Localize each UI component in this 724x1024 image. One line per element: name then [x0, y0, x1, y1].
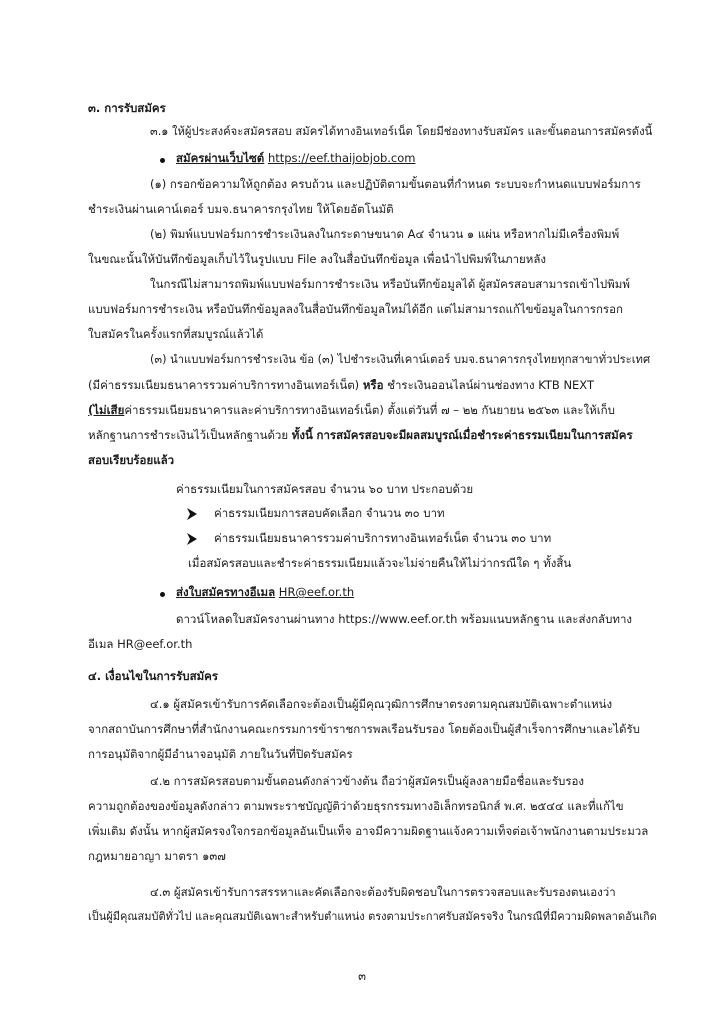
email-signup-address[interactable]: HR@eef.or.th — [278, 585, 355, 599]
para-4-1-line-3: การอนุมัติจากผู้มีอำนาจอนุมัติ ภายในวันที่ปิดรับสมัคร — [88, 747, 353, 761]
step-3-online: ชำระเงินออนไลน์ผ่านช่องทาง KTB NEXT — [387, 378, 595, 392]
para-4-2-line-4: กฎหมายอาญา มาตรา ๑๓๗ — [88, 849, 226, 863]
web-signup-line — [176, 150, 416, 168]
para-4-3-line-2: เป็นผู้มีคุณสมบัติทั่วไป และคุณสมบัติเฉพาะสำหรับตำแหน่ง ตรงตามประกาศรับสมัครจริง ในกรณีที่มีความผิดพลาดอันเกิด — [88, 910, 657, 923]
step-3-or: หรือ — [362, 378, 384, 392]
para-4-3-line-1: ๔.๓ ผู้สมัครเข้ารับการสรรหาและคัดเลือกจะต้องรับผิดชอบในการตรวจสอบและรับรองตนเองว่า — [150, 885, 616, 899]
fee-non-refundable-note: เมื่อสมัครสอบและชำระค่าธรรมเนียมแล้วจะไม่จ่ายคืนให้ไม่ว่ากรณีใด ๆ ทั้งสิ้น — [188, 556, 572, 570]
web-signup-url[interactable]: https://eef.thaijobjob.com — [267, 151, 416, 165]
page-number: ๓ — [358, 969, 366, 983]
step-1-line-2: ชำระเงินผ่านเคาน์เตอร์ บมจ.ธนาคารกรุงไทย ให้โดยอัตโนมัติ — [88, 202, 394, 216]
para-4-1-line-1: ๔.๑ ผู้สมัครเข้ารับการคัดเลือกจะต้องเป็นผู้มีคุณวุฒิการศึกษาตรงตามคุณสมบัติเฉพาะตำแหน่ง — [150, 697, 613, 711]
section-4-heading: ๔. เงื่อนไขในการรับสมัคร — [88, 669, 219, 683]
bullet-email — [160, 592, 165, 597]
note-line-3: ใบสมัครในครั้งแรกที่สมบูรณ์แล้วได้ — [88, 327, 264, 341]
note-line-2: แบบฟอร์มการชำระเงิน หรือบันทึกข้อมูลลงในสื่อบันทึกข้อมูลใหม่ได้อีก แต่ไม่สามารถแก้ไขข้อมูลในการกรอก — [88, 302, 623, 316]
step-3-line-5: สอบเรียบร้อยแล้ว — [88, 453, 175, 467]
step-2-line-2: ในขณะนั้นให้บันทึกข้อมูลเก็บไว้ในรูปแบบ File ลงในสื่อบันทึกข้อมูล เพื่อนำไปพิมพ์ในภายหลัง — [88, 252, 547, 266]
step-3-therefore: ทั้งนี้ — [291, 428, 313, 442]
step-3-line-3 — [88, 402, 615, 420]
para-4-2-line-2: ความถูกต้องของข้อมูลดังกล่าว ตามพระราชบัญญัติว่าด้วยธุรกรรมทางอิเล็กทรอนิกส์ พ.ศ. ๒๕๔๔ และที่แก้ไข — [88, 799, 624, 813]
para-4-2-line-1: ๔.๒ การสมัครสอบตามขั้นตอนดังกล่าวข้างต้น ถือว่าผู้สมัครเป็นผู้ลงลายมือชื่อและรับรอง — [150, 774, 585, 788]
fee-item-2: ค่าธรรมเนียมธนาคารรวมค่าบริการทางอินเทอร์เน็ต จำนวน ๓๐ บาท — [214, 531, 552, 545]
email-signup-line — [176, 584, 354, 602]
step-3-no-fee: (ไม่เสีย — [88, 403, 125, 417]
fee-total: ค่าธรรมเนียมในการสมัครสอบ จำนวน ๖๐ บาท ประกอบด้วย — [176, 482, 474, 496]
arrow-bullet-icon — [186, 507, 198, 521]
fee-item-1: ค่าธรรมเนียมการสอบคัดเลือก จำนวน ๓๐ บาท — [214, 506, 445, 520]
step-2-line-1: (๒) พิมพ์แบบฟอร์มการชำระเงินลงในกระดาษขนาด A๔ จำนวน ๑ แผ่น หรือหากไม่มีเครื่องพิมพ์ — [150, 227, 620, 241]
email-text-line-1: ดาวน์โหลดใบสมัครงานผ่านทาง https://www.eef.or.th พร้อมแนบหลักฐาน และส่งกลับทาง — [176, 612, 633, 626]
step-3-dates: ค่าธรรมเนียมธนาคารและค่าบริการทางอินเทอร์เน็ต) ตั้งแต่วันที่ ๗ – ๒๒ กันยายน ๒๕๖๓ และให้เก็บ — [124, 403, 615, 417]
web-signup-label: สมัครผ่านเว็บไซต์ — [176, 151, 265, 165]
para-4-2-line-3: เพิ่มเติม ดังนั้น หากผู้สมัครจงใจกรอกข้อมูลอันเป็นเท็จ อาจมีความผิดฐานแจ้งความเท็จต่อเจ้าพนักงานตามประมวล — [88, 824, 649, 838]
step-1-line-1: (๑) กรอกข้อความให้ถูกต้อง ครบถ้วน และปฏิบัติตามขั้นตอนที่กำหนด ระบบจะกำหนดแบบฟอร์มการ — [150, 177, 641, 191]
step-3-line-1: (๓) นำแบบฟอร์มการชำระเงิน ข้อ (๓) ไปชำระเงินที่เคาน์เตอร์ บมจ.ธนาคารกรุงไทยทุกสาขาทั่วประเทศ — [150, 353, 651, 366]
email-signup-label: ส่งใบสมัครทางอีเมล — [176, 585, 276, 599]
section-3-heading: ๓. การรับสมัคร — [88, 101, 166, 115]
para-4-1-line-2: จากสถาบันการศึกษาที่สำนักงานคณะกรรมการข้าราชการพลเรือนรับรอง โดยต้องเป็นผู้สำเร็จการศึกษาและได้รับ — [88, 722, 640, 736]
email-text-line-2: อีเมล HR@eef.or.th — [88, 637, 193, 651]
step-3-line-4 — [88, 427, 633, 445]
step-3-keep-proof: หลักฐานการชำระเงินไว้เป็นหลักฐานด้วย — [88, 428, 289, 442]
step-3-complete-when-paid: การสมัครสอบจะมีผลสมบูรณ์เมื่อชำระค่าธรรมเนียมในการสมัคร — [316, 428, 633, 442]
arrow-bullet-icon — [186, 532, 198, 546]
note-line-1: ในกรณีไม่สามารถพิมพ์แบบฟอร์มการชำระเงิน หรือบันทึกข้อมูลได้ ผู้สมัครสอบสามารถเข้าไปพิมพ์ — [150, 277, 630, 291]
step-3-line-2 — [88, 377, 594, 395]
step-3-fee-included: (มีค่าธรรมเนียมธนาคารรวมค่าบริการทางอินเทอร์เน็ต) — [88, 378, 360, 392]
bullet-web — [160, 158, 165, 163]
section-3-1-intro: ๓.๑ ให้ผู้ประสงค์จะสมัครสอบ สมัครได้ทางอินเทอร์เน็ต โดยมีช่องทางรับสมัคร และขั้นตอนการสมัครดังนี้ — [150, 125, 653, 138]
